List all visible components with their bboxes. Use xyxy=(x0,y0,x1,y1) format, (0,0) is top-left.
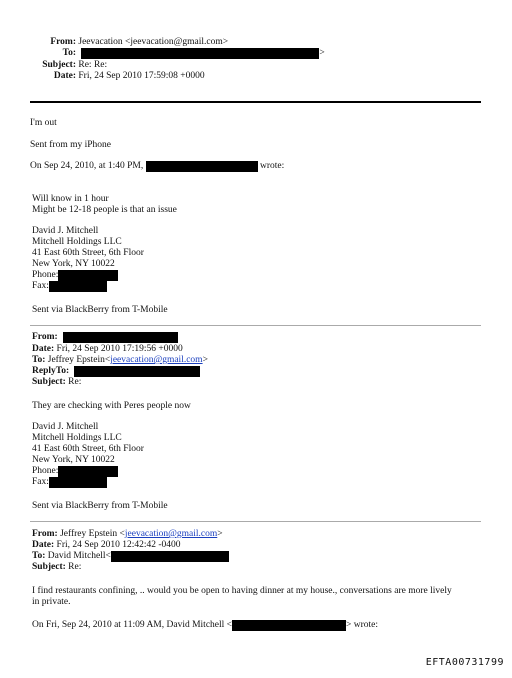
redaction-block xyxy=(81,48,319,59)
date-value: Fri, 24 Sep 2010 17:59:08 +0000 xyxy=(78,71,205,81)
redaction-block xyxy=(63,332,178,343)
phone-label: Phone: xyxy=(32,270,59,280)
quote1-line-1: Will know in 1 hour xyxy=(32,194,109,204)
signature-sent-via: Sent via BlackBerry from T-Mobile xyxy=(32,305,168,315)
subject-label: Subject: xyxy=(42,60,76,70)
msg3-to-prefix: David Mitchell< xyxy=(47,551,111,561)
phone-label: Phone: xyxy=(32,466,59,476)
signature-phone xyxy=(32,270,118,281)
msg2-to-prefix: Jeffrey Epstein< xyxy=(47,355,111,365)
date-label: Date: xyxy=(53,71,76,81)
msg2-date-value: Fri, 24 Sep 2010 17:19:56 +0000 xyxy=(56,344,183,354)
fax-label: Fax: xyxy=(32,477,49,487)
redaction-block xyxy=(49,477,107,488)
to-label: To: xyxy=(62,48,76,58)
msg2-to-suffix: > xyxy=(202,355,208,365)
msg3-to-label: To: xyxy=(32,551,46,561)
msg2-from-label: From: xyxy=(32,332,58,342)
redaction-block xyxy=(111,551,229,562)
msg3-body-line-1: I find restaurants confining, .. would you be open to having dinner at my house., conversations are more lively xyxy=(32,586,452,596)
msg2-to-label: To: xyxy=(32,355,46,365)
msg2-date-label: Date: xyxy=(32,344,55,354)
msg3-from-row xyxy=(32,529,223,540)
to-tail: > xyxy=(319,48,325,58)
msg2-subject-row xyxy=(32,377,81,388)
msg3-date-value: Fri, 24 Sep 2010 12:42:42 -0400 xyxy=(56,540,181,550)
msg2-from-row xyxy=(32,332,178,343)
body-line-2: Sent from my iPhone xyxy=(30,140,112,150)
msg2-to-email-link[interactable]: jeevacation@gmail.com xyxy=(110,355,203,365)
msg3-date-label: Date: xyxy=(32,540,55,550)
signature2-name: David J. Mitchell xyxy=(32,422,99,432)
signature2-phone xyxy=(32,466,118,477)
header-to-row xyxy=(30,48,325,59)
message-divider xyxy=(30,325,481,326)
signature-address1: 41 East 60th Street, 6th Floor xyxy=(32,248,144,258)
fax-label: Fax: xyxy=(32,281,49,291)
signature2-address2: New York, NY 10022 xyxy=(32,455,115,465)
msg3-to-row xyxy=(32,551,229,562)
msg3-subject-label: Subject: xyxy=(32,562,66,572)
signature2-fax xyxy=(32,477,107,488)
msg2-subject-value: Re: xyxy=(68,377,82,387)
signature-fax xyxy=(32,281,107,292)
header-subject-row xyxy=(30,60,107,71)
body-line-1: I'm out xyxy=(30,118,57,128)
msg3-from-suffix: > xyxy=(217,529,223,539)
msg3-from-label: From: xyxy=(32,529,58,539)
reply-prefix: On Sep 24, 2010, at 1:40 PM, xyxy=(30,161,144,171)
redaction-block xyxy=(49,281,107,292)
msg2-date-row xyxy=(32,344,183,355)
redaction-block xyxy=(58,270,118,281)
document-id: EFTA00731799 xyxy=(425,657,504,668)
msg3-subject-row xyxy=(32,562,81,573)
reply-suffix: wrote: xyxy=(259,161,285,171)
signature2-sent-via: Sent via BlackBerry from T-Mobile xyxy=(32,501,168,511)
msg3-subject-value: Re: xyxy=(68,562,82,572)
subject-value: Re: Re: xyxy=(78,60,108,70)
msg3-date-row xyxy=(32,540,181,551)
msg3-body-line-2: in private. xyxy=(32,597,71,607)
quote1-line-2: Might be 12-18 people is that an issue xyxy=(32,205,177,215)
msg3-from-email-link[interactable]: jeevacation@gmail.com xyxy=(124,529,218,539)
redaction-block xyxy=(58,466,118,477)
reply-attribution xyxy=(30,161,284,172)
msg2-replyto-row xyxy=(32,366,200,377)
msg2-subject-label: Subject: xyxy=(32,377,66,387)
message-divider xyxy=(30,521,481,522)
redaction-block xyxy=(146,161,258,172)
header-divider xyxy=(30,101,481,103)
msg3-reply-suffix: > wrote: xyxy=(346,620,379,630)
msg2-body: They are checking with Peres people now xyxy=(32,401,191,411)
msg2-to-row xyxy=(32,355,208,366)
signature-name: David J. Mitchell xyxy=(32,226,99,236)
msg3-reply-attribution xyxy=(32,620,378,631)
from-label: From: xyxy=(50,37,76,47)
signature2-company: Mitchell Holdings LLC xyxy=(32,433,122,443)
signature-address2: New York, NY 10022 xyxy=(32,259,115,269)
redaction-block xyxy=(232,620,346,631)
header-from-row xyxy=(30,37,228,48)
msg3-reply-prefix: On Fri, Sep 24, 2010 at 11:09 AM, David Mitchell < xyxy=(32,620,233,630)
signature-company: Mitchell Holdings LLC xyxy=(32,237,122,247)
msg3-from-prefix: Jeffrey Epstein < xyxy=(60,529,125,539)
msg2-replyto-label: ReplyTo: xyxy=(32,366,70,376)
redaction-block xyxy=(74,366,200,377)
header-date-row xyxy=(30,71,205,82)
signature2-address1: 41 East 60th Street, 6th Floor xyxy=(32,444,144,454)
from-value: Jeevacation <jeevacation@gmail.com> xyxy=(78,37,229,47)
